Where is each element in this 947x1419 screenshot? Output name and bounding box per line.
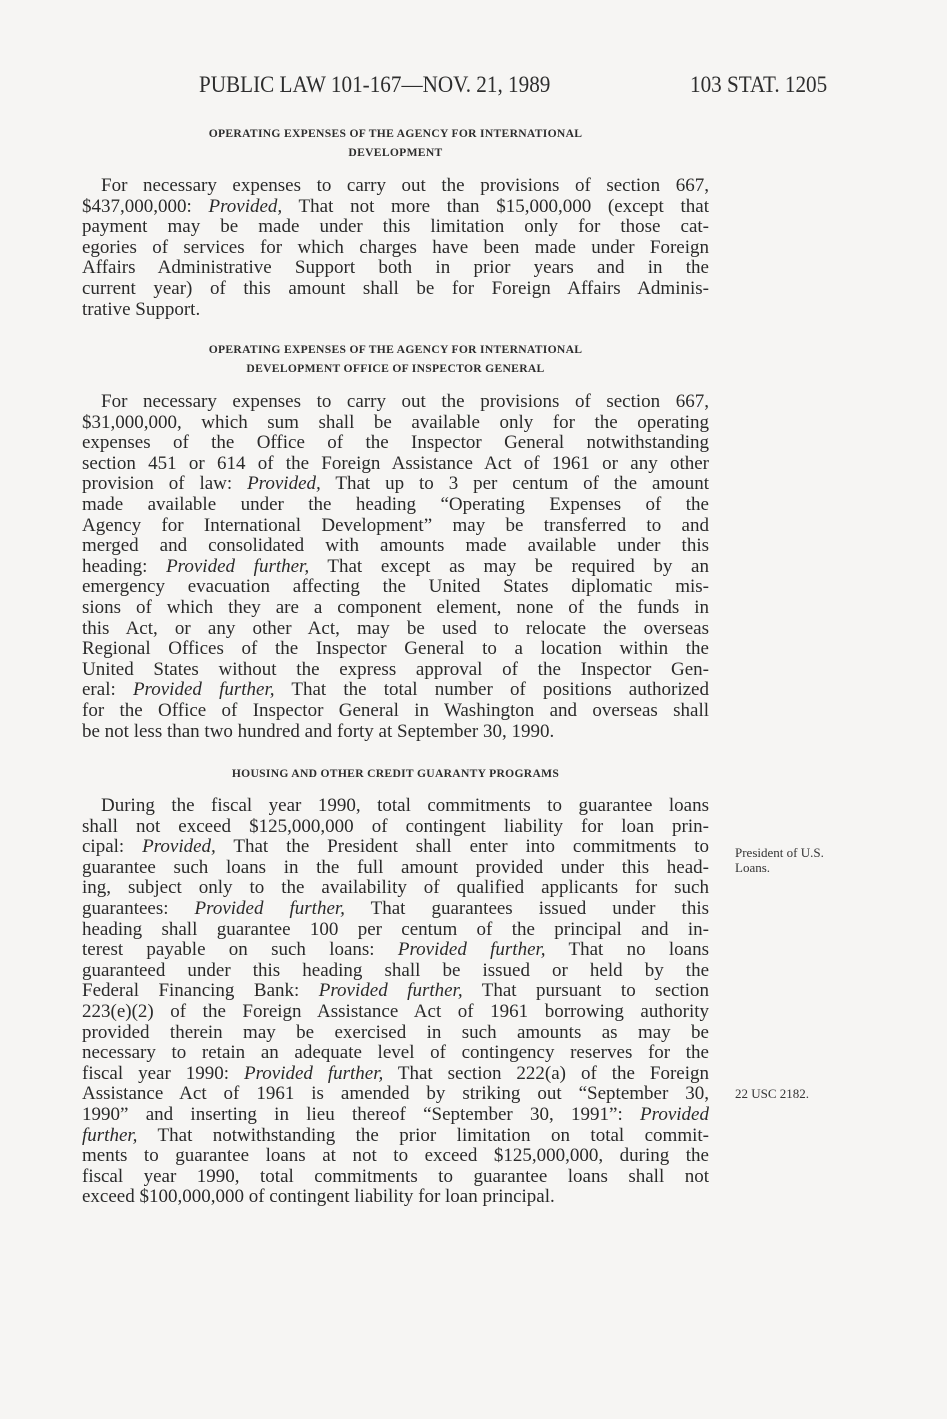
paragraph-line: necessary to retain an adequate level of contingency reserves for the <box>82 1042 709 1064</box>
running-head: PUBLIC LAW 101-167—NOV. 21, 1989 <box>199 72 551 97</box>
paragraph-line: heading shall guarantee 100 per centum of the principal and in- <box>82 918 709 940</box>
section-paragraph <box>82 176 709 320</box>
paragraph-line: ments to guarantee loans at not to exceed $125,000,000, during the <box>82 1145 709 1167</box>
paragraph-line: Assistance Act of 1961 is amended by striking out “September 30, <box>82 1083 709 1105</box>
paragraph-line: egories of services for which charges have been made under Foreign <box>82 236 709 258</box>
paragraph-line: made available under the heading “Operating Expenses of the <box>82 493 709 515</box>
paragraph-line: expenses of the Office of the Inspector General notwithstanding <box>82 432 709 454</box>
paragraph-line: further, That notwithstanding the prior limitation on total commit- <box>82 1124 709 1146</box>
paragraph-line: guaranteed under this heading shall be issued or held by the <box>82 959 709 981</box>
section-operating-expenses <box>82 124 709 320</box>
margin-note-president-loans <box>735 845 824 875</box>
margin-note-line: President of U.S. <box>735 845 824 860</box>
paragraph-line: United States without the express approval of the Inspector Gen- <box>82 658 709 680</box>
paragraph-line: eral: Provided further, That the total number of positions authorized <box>82 679 709 701</box>
paragraph-line: emergency evacuation affecting the United States diplomatic mis- <box>82 576 709 598</box>
section-heading <box>82 340 709 378</box>
section-inspector-general <box>82 340 709 742</box>
margin-note-usc-citation <box>735 1086 809 1101</box>
paragraph-line: Federal Financing Bank: Provided further, That pursuant to section <box>82 980 709 1002</box>
paragraph-line: For necessary expenses to carry out the provisions of section 667, <box>101 175 709 196</box>
margin-note-line: 22 USC 2182. <box>735 1086 810 1101</box>
paragraph-line: fiscal year 1990, total commitments to guarantee loans shall not <box>82 1165 709 1187</box>
paragraph-line: payment may be made under this limitation only for those cat- <box>82 216 709 238</box>
paragraph-line: for the Office of Inspector General in Washington and overseas shall <box>82 699 709 721</box>
paragraph-line: shall not exceed $125,000,000 of contingent liability for loan prin- <box>82 815 709 837</box>
heading-line: DEVELOPMENT <box>348 146 443 159</box>
paragraph-line: fiscal year 1990: Provided further, That section 222(a) of the Foreign <box>82 1062 709 1084</box>
paragraph-line: this Act, or any other Act, may be used to relocate the overseas <box>82 617 709 639</box>
margin-note-line: Loans. <box>735 860 771 875</box>
paragraph-line: 223(e)(2) of the Foreign Assistance Act of 1961 borrowing authority <box>82 1000 709 1022</box>
paragraph-line: Affairs Administrative Support both in prior years and in the <box>82 257 709 279</box>
paragraph-line: ing, subject only to the availability of qualified applicants for such <box>82 877 709 899</box>
paragraph-line: merged and consolidated with amounts made available under this <box>82 535 709 557</box>
paragraph-line: current year) of this amount shall be for Foreign Affairs Adminis- <box>82 277 709 299</box>
heading-line: HOUSING AND OTHER CREDIT GUARANTY PROGRAMS <box>231 767 560 780</box>
paragraph-line: trative Support. <box>82 298 201 320</box>
paragraph-line: guarantees: Provided further, That guarantees issued under this <box>82 897 709 919</box>
paragraph-line: heading: Provided further, That except as may be required by an <box>82 555 709 577</box>
paragraph-line: section 451 or 614 of the Foreign Assistance Act of 1961 or any other <box>82 452 709 474</box>
paragraph-line: $31,000,000, which sum shall be available only for the operating <box>82 411 709 433</box>
section-paragraph <box>82 796 709 1208</box>
section-heading <box>82 764 709 783</box>
section-heading <box>82 124 709 162</box>
page-header <box>0 72 947 106</box>
paragraph-line: provision of law: Provided, That up to 3 per centum of the amount <box>82 473 709 495</box>
heading-line: DEVELOPMENT OFFICE OF INSPECTOR GENERAL <box>246 362 545 375</box>
section-housing-credit-guaranty <box>82 764 709 1208</box>
paragraph-line: provided therein may be exercised in such amounts as may be <box>82 1021 709 1043</box>
paragraph-line: Regional Offices of the Inspector General to a location within the <box>82 638 709 660</box>
paragraph-line: exceed $100,000,000 of contingent liability for loan principal. <box>82 1186 555 1208</box>
paragraph-line: Agency for International Development” may be transferred to and <box>82 514 709 536</box>
paragraph-line: terest payable on such loans: Provided further, That no loans <box>82 939 709 961</box>
paragraph-line: be not less than two hundred and forty at September 30, 1990. <box>82 720 555 742</box>
statute-reference: 103 STAT. 1205 <box>690 72 828 97</box>
paragraph-line: $437,000,000: Provided, That not more than $15,000,000 (except that <box>82 195 709 217</box>
paragraph-line: For necessary expenses to carry out the provisions of section 667, <box>101 391 709 412</box>
paragraph-line: cipal: Provided, That the President shall enter into commitments to <box>82 836 710 858</box>
paragraph-line: guarantee such loans in the full amount provided under this head- <box>82 856 709 878</box>
paragraph-line: sions of which they are a component element, none of the funds in <box>82 596 709 618</box>
paragraph-line: 1990” and inserting in lieu thereof “September 30, 1991”: Provided <box>82 1103 709 1125</box>
heading-line: OPERATING EXPENSES OF THE AGENCY FOR INTERNATIONAL <box>208 343 583 356</box>
section-paragraph <box>82 392 709 742</box>
paragraph-line: During the fiscal year 1990, total commitments to guarantee loans <box>101 795 709 816</box>
heading-line: OPERATING EXPENSES OF THE AGENCY FOR INTERNATIONAL <box>208 127 583 140</box>
